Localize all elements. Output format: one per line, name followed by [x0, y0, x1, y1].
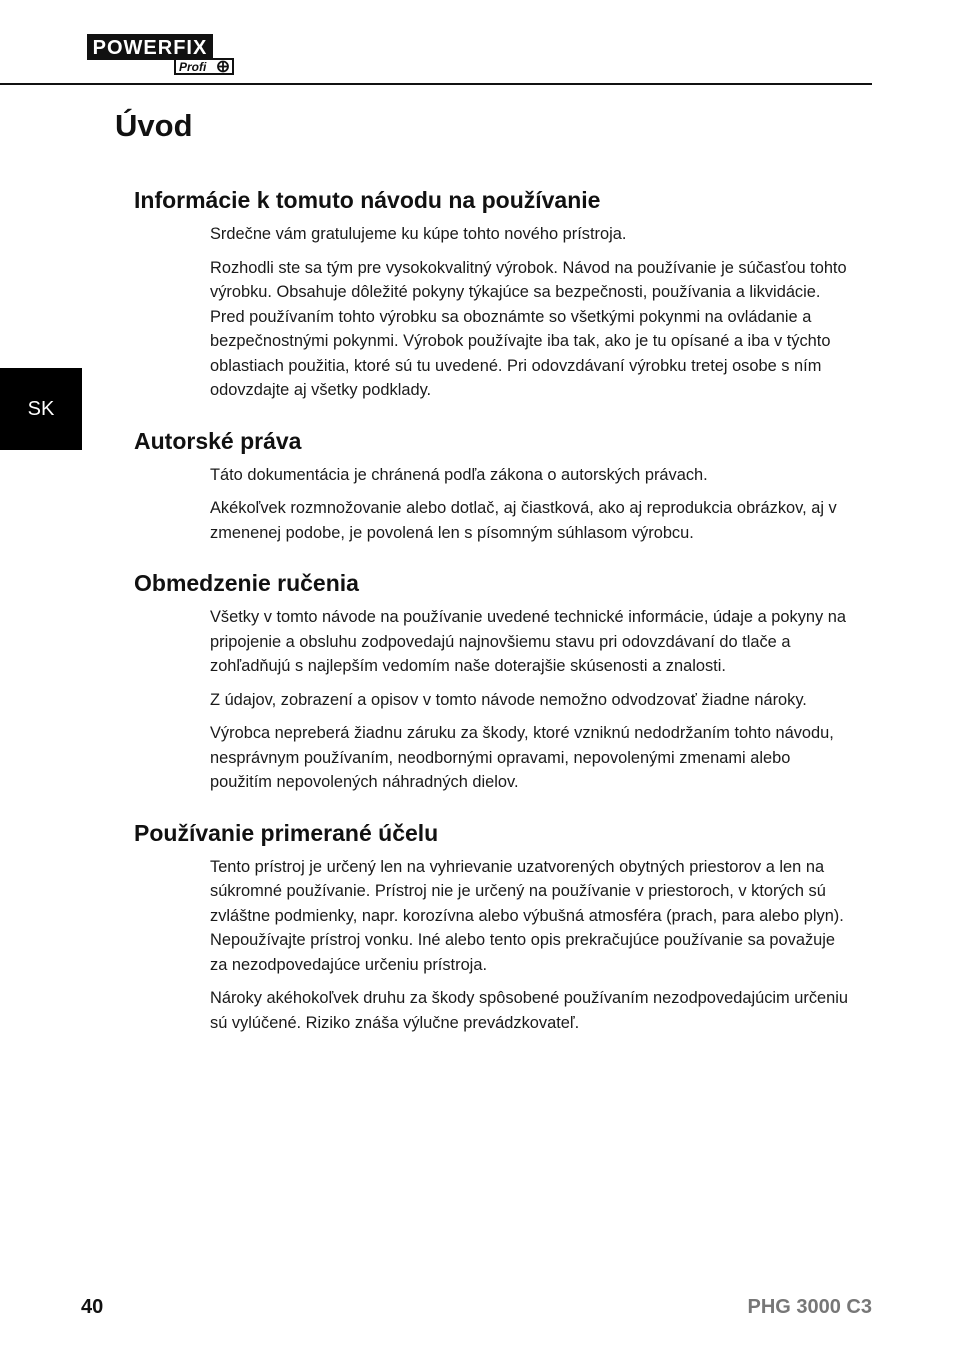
language-tab-label: SK [27, 397, 55, 420]
section-manual-info [134, 184, 854, 403]
paragraph: Rozhodli ste sa tým pre vysokokvalitný výrobok. Návod na používanie je súčasťou tohto výrobku. Obsahuje dôležité pokyny týkajúce sa bezpečnosti, používania a likvidácie. Pred používaním tohto výrobku sa oboznámte so všetkými pokynmi na ovládanie a bezpečnostnými pokynmi. Výrobok používajte iba tak, ako je tu opísané a iba v týchto oblastiach použitia, ktoré sú tu uvedené. Pri odovzdávaní výrobku tretej osobe s ním odovzdajte aj všetky podklady. [210, 258, 847, 399]
section-heading: Obmedzenie ručenia [134, 570, 359, 596]
section-heading: Autorské práva [134, 427, 302, 454]
page-number: 40 [81, 1296, 104, 1318]
page-title: Úvod [115, 108, 193, 143]
paragraph: Z údajov, zobrazení a opisov v tomto návode nemožno odvodzovať žiadne nároky. [210, 690, 807, 709]
model-number: PHG 3000 C3 [747, 1296, 872, 1318]
section-heading: Používanie primerané účelu [134, 819, 439, 846]
header-rule [0, 83, 872, 85]
powerfix-profi-logo [87, 32, 235, 76]
svg-text:Profi: Profi [179, 60, 207, 74]
paragraph: Nároky akéhokoľvek druhu za škody spôsobené používaním nezodpovedajúcim určeniu sú vylúčené. Riziko znáša výlučne prevádzkovateľ. [210, 989, 849, 1032]
svg-text:POWERFIX: POWERFIX [92, 37, 208, 59]
paragraph: Výrobca nepreberá žiadnu záruku za škody, ktoré vzniknú nedodržaním tohto návodu, nesprávnym používaním, neodbornými opravami, nepovolenými zmenami alebo použitím nepovolených náhradných dielov. [210, 724, 834, 791]
content [134, 184, 854, 1057]
language-tab [0, 368, 82, 450]
section-copyright [134, 425, 854, 546]
paragraph: Akékoľvek rozmnožovanie alebo dotlač, aj čiastková, ako aj reprodukcia obrázkov, aj v zmenenej podobe, je povolená len s písomným súhlasom výrobcu. [210, 499, 837, 542]
paragraph: Srdečne vám gratulujeme ku kúpe tohto nového prístroja. [210, 225, 627, 243]
paragraph: Tento prístroj je určený len na vyhrievanie uzatvorených obytných priestorov a len na súkromné používanie. Prístroj nie je určený na používanie v priestoroch, v ktorých sú zvláštne podmienky, napr. korozívna alebo výbušná atmosféra (prach, para alebo plyn). Nepoužívajte prístroj vonku. Iné alebo tento opis prekračujúce používanie sa považuje za nezodpovedajúce určeniu prístroja. [210, 857, 844, 974]
section-intended-use [134, 817, 854, 1036]
paragraph: Táto dokumentácia je chránená podľa zákona o autorských právach. [210, 465, 708, 484]
section-heading: Informácie k tomuto návodu na používanie [134, 187, 601, 213]
paragraph: Všetky v tomto návode na používanie uvedené technické informácie, údaje a pokyny na pripojenie a obsluhu zodpovedajú najnovšiemu stavu pri odovzdávaní do tlače a zohľadňujú s najlepším vedomím naše doterajšie skúsenosti a znalosti. [210, 608, 846, 675]
section-liability [134, 567, 854, 795]
